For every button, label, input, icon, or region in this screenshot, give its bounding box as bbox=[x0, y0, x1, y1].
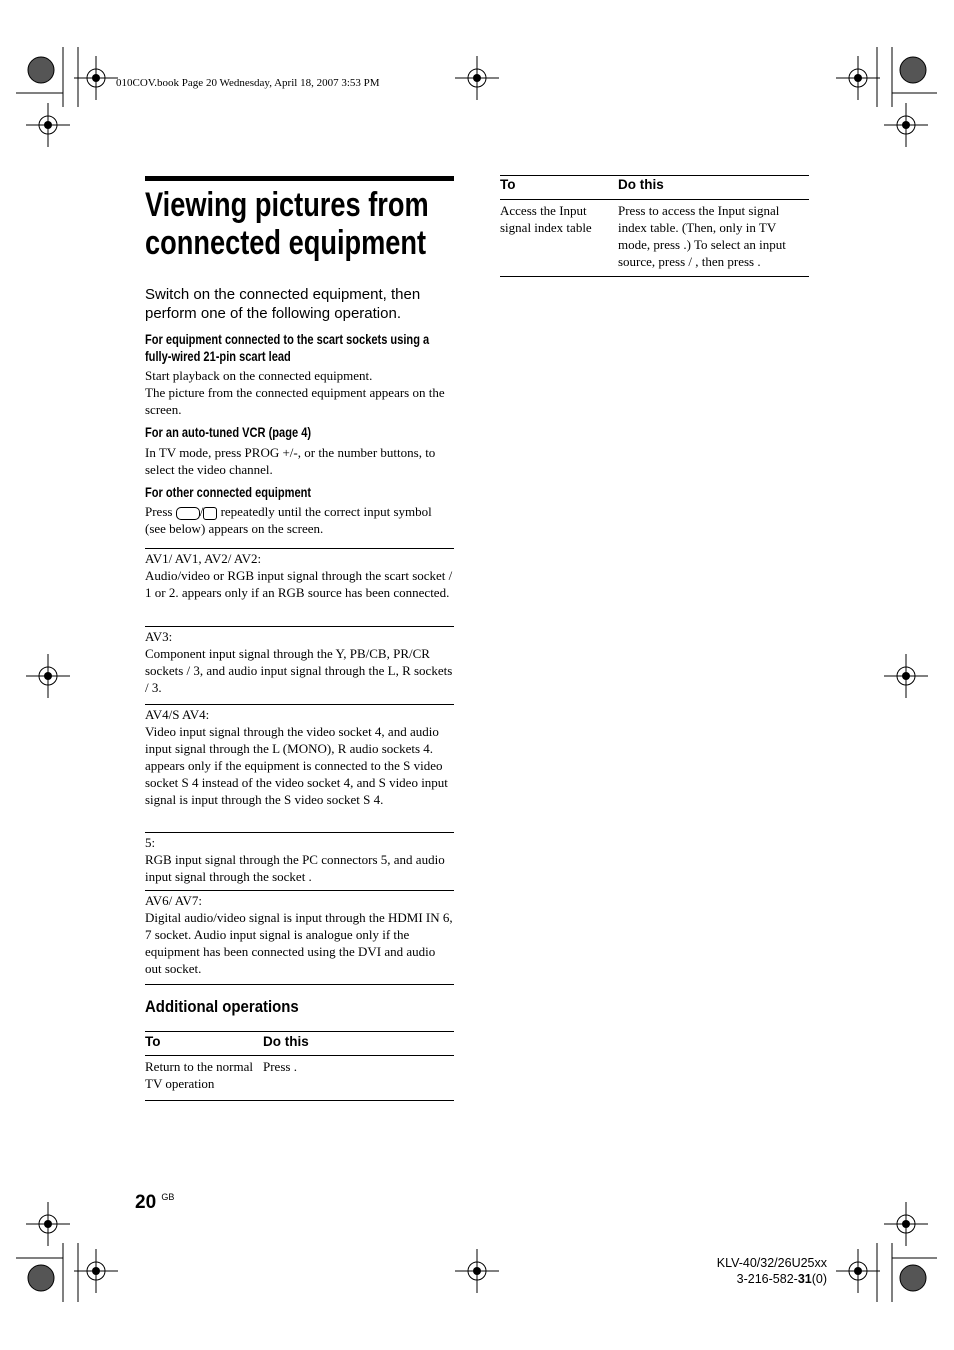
divider bbox=[145, 984, 454, 985]
other-body: Press / repeatedly until the correct input symbol (see below) appears on the screen. bbox=[145, 504, 432, 536]
other-body-post: repeatedly until the correct input symbol (see below) appears on the screen. bbox=[145, 504, 432, 536]
input-label: 5: bbox=[145, 835, 156, 850]
input-desc: Digital audio/video signal is input through the HDMI IN 6, 7 socket. Audio input signal is analogue only if the equipment has been connected using the DVI and audio out socket. bbox=[145, 910, 453, 976]
input-section-3 bbox=[145, 706, 455, 808]
input-label: AV3: bbox=[145, 629, 173, 644]
right-col-do-header: Do this bbox=[618, 177, 664, 192]
book-info-line: 010COV.book Page 20 Wednesday, April 18, 2007 3:53 PM bbox=[116, 77, 380, 89]
other-heading: For other connected equipment bbox=[145, 485, 312, 500]
right-table-cell-to: Access the Input signal index table bbox=[500, 203, 592, 235]
page-title bbox=[145, 186, 429, 262]
scart-heading-line-1: For equipment connected to the scart sockets using a bbox=[145, 332, 430, 347]
other-body-pre: Press bbox=[145, 504, 173, 519]
input-icon bbox=[176, 507, 200, 520]
scart-heading-line-2: fully-wired 21-pin scart lead bbox=[145, 349, 291, 364]
page-number bbox=[135, 1192, 174, 1214]
col-do-header: Do this bbox=[263, 1034, 309, 1049]
title-line-2: connected equipment bbox=[145, 224, 427, 262]
col-to-header: To bbox=[145, 1034, 161, 1049]
registration-target-icon bbox=[836, 56, 880, 100]
vcr-heading: For an auto-tuned VCR (page 4) bbox=[145, 425, 312, 440]
input-section-1 bbox=[145, 550, 455, 601]
part-code-bold: 31 bbox=[797, 1272, 812, 1286]
input-label: AV4/S AV4: bbox=[145, 707, 210, 722]
divider bbox=[145, 704, 454, 705]
registration-target-icon bbox=[26, 654, 70, 698]
input-desc: RGB input signal through the PC connectors 5, and audio input signal through the socket . bbox=[145, 852, 445, 884]
scart-body bbox=[145, 367, 455, 418]
input-label: AV6/ AV7: bbox=[145, 893, 202, 908]
intro-text: Switch on the connected equipment, then perform one of the following operation. bbox=[145, 286, 421, 322]
table-cell-to: Return to the normal TV operation bbox=[145, 1059, 253, 1091]
divider bbox=[145, 548, 454, 549]
right-table-top-rule bbox=[500, 175, 809, 176]
additional-heading: Additional operations bbox=[145, 997, 299, 1016]
input-section-2 bbox=[145, 628, 455, 696]
color-dot-icon bbox=[900, 57, 926, 83]
registration-target-icon bbox=[884, 1202, 928, 1246]
color-dot-icon bbox=[28, 1265, 54, 1291]
scart-heading bbox=[145, 331, 429, 365]
input-desc: Audio/video or RGB input signal through the scart socket / 1 or 2. appears only if an RGB source has been connected. bbox=[145, 568, 453, 600]
divider bbox=[145, 890, 454, 891]
page-suffix: GB bbox=[161, 1192, 175, 1202]
model-number: KLV-40/32/26U25xx bbox=[716, 1256, 827, 1270]
right-table-bottom-rule bbox=[500, 276, 809, 277]
right-col-to-header: To bbox=[500, 177, 516, 192]
right-table-header-rule bbox=[500, 199, 809, 200]
table-cell-do: Press . bbox=[263, 1059, 297, 1074]
registration-target-icon bbox=[884, 103, 928, 147]
registration-target-icon bbox=[74, 1249, 118, 1293]
registration-target-icon bbox=[26, 1202, 70, 1246]
registration-target-icon bbox=[455, 56, 499, 100]
table-top-rule bbox=[145, 1031, 454, 1032]
registration-target-icon bbox=[455, 1249, 499, 1293]
input-section-5 bbox=[145, 892, 455, 977]
part-code-post: (0) bbox=[811, 1272, 827, 1286]
text-icon bbox=[203, 507, 217, 520]
table-bottom-rule bbox=[145, 1100, 454, 1101]
input-desc: Video input signal through the video socket 4, and audio input signal through the L (MONO), R audio sockets 4. appears only if the equipment is connected to the S video socket S 4 instead of the video socket 4, and S video input signal is input through the S video socket S 4. bbox=[145, 724, 448, 807]
input-section-4 bbox=[145, 834, 455, 885]
input-desc: Component input signal through the Y, PB/CB, PR/CR sockets / 3, and audio input signal through the L, R sockets / 3. bbox=[145, 646, 453, 695]
vcr-body: In TV mode, press PROG +/-, or the number buttons, to select the video channel. bbox=[145, 445, 436, 477]
scart-body-line-2: The picture from the connected equipment appears on the screen. bbox=[145, 385, 445, 417]
input-label: AV1/ AV1, AV2/ AV2: bbox=[145, 551, 262, 566]
title-rule bbox=[145, 176, 454, 181]
registration-target-icon bbox=[26, 103, 70, 147]
divider bbox=[145, 832, 454, 833]
page-number-value: 20 bbox=[135, 1192, 157, 1213]
table-header-rule bbox=[145, 1055, 454, 1056]
part-code bbox=[717, 1271, 827, 1287]
color-dot-icon bbox=[900, 1265, 926, 1291]
part-code-pre: 3-216-582- bbox=[736, 1272, 798, 1286]
registration-target-icon bbox=[836, 1249, 880, 1293]
color-dot-icon bbox=[28, 57, 54, 83]
registration-target-icon bbox=[74, 56, 118, 100]
registration-target-icon bbox=[884, 654, 928, 698]
scart-body-line: Start playback on the connected equipment. bbox=[145, 368, 373, 383]
right-table-cell-do: Press to access the Input signal index table. (Then, only in TV mode, press .) To select an input source, press / , then press . bbox=[618, 203, 786, 269]
divider bbox=[145, 626, 454, 627]
model-info bbox=[717, 1255, 827, 1287]
title-line-1: Viewing pictures from bbox=[145, 186, 429, 224]
